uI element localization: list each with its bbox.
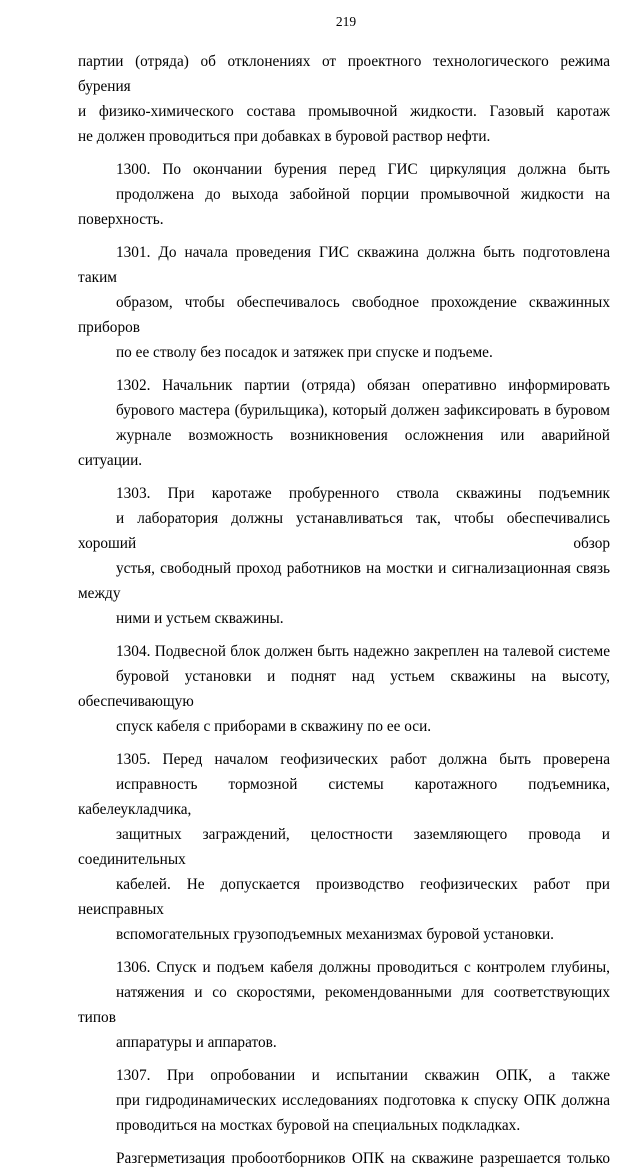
text-line: 1306. Спуск и подъем кабеля должны проводиться с контролем глубины, <box>116 959 610 976</box>
text-line: буровой установки и поднят над устьем скважины на высоту, обеспечивающую <box>78 668 610 710</box>
text-line: партии (отряда) об отклонениях от проектного технологического режима бурения <box>78 53 610 95</box>
document-body <box>78 49 610 1171</box>
text-line: 1300. По окончании бурения перед ГИС циркуляция должна быть <box>116 161 610 178</box>
text-line: проводиться на мостках буровой на специальных подкладках. <box>116 1117 521 1134</box>
text-line: Разгерметизация пробоотборников ОПК на скважине разрешается только <box>116 1150 610 1167</box>
paragraph-1302 <box>78 373 610 473</box>
paragraph-1301 <box>78 240 610 365</box>
paragraph-1306 <box>78 955 610 1055</box>
text-line: не должен проводиться при добавках в буровой раствор нефти. <box>78 128 491 145</box>
text-line: 1304. Подвесной блок должен быть надежно закреплен на талевой системе <box>116 643 610 660</box>
text-line: 1302. Начальник партии (отряда) обязан оперативно информировать <box>116 377 610 394</box>
text-line: журнале возможность возникновения осложнения или аварийной ситуации. <box>78 427 610 469</box>
paragraph-razgerm <box>78 1146 610 1171</box>
text-line: 1303. При каротаже пробуренного ствола скважины подъемник <box>116 485 610 502</box>
paragraph-1300 <box>78 157 610 232</box>
text-line: спуск кабеля с приборами в скважину по ее оси. <box>116 718 432 735</box>
paragraph-1307 <box>78 1063 610 1138</box>
text-line: натяжения и со скоростями, рекомендованными для соответствующих типов <box>78 984 610 1026</box>
paragraph-cont <box>78 49 610 149</box>
page-number: 219 <box>335 14 357 29</box>
text-line: и лаборатория должны устанавливаться так, чтобы обеспечивались хороший обзор <box>78 510 610 552</box>
paragraph-1305 <box>78 747 610 947</box>
text-line: продолжена до выхода забойной порции промывочной жидкости на поверхность. <box>78 186 610 228</box>
text-line: вспомогательных грузоподъемных механизмах буровой установки. <box>116 926 555 943</box>
text-line: при гидродинамических исследованиях подготовка к спуску ОПК должна <box>116 1092 610 1109</box>
text-line: исправность тормозной системы каротажного подъемника, кабелеукладчика, <box>78 776 610 818</box>
text-line: по ее стволу без посадок и затяжек при спуске и подъеме. <box>116 344 493 361</box>
text-line: 1307. При опробовании и испытании скважин ОПК, а также <box>116 1067 610 1084</box>
text-line: 1305. Перед началом геофизических работ должна быть проверена <box>116 751 610 768</box>
text-line: и физико-химического состава промывочной жидкости. Газовый каротаж <box>78 103 610 120</box>
text-line: аппаратуры и аппаратов. <box>116 1034 277 1051</box>
text-line: устья, свободный проход работников на мостки и сигнализационная связь между <box>78 560 610 602</box>
text-line: кабелей. Не допускается производство геофизических работ при неисправных <box>78 876 610 918</box>
text-line: 1301. До начала проведения ГИС скважина должна быть подготовлена таким <box>78 244 610 286</box>
text-line: защитных заграждений, целостности заземляющего провода и соединительных <box>78 826 610 868</box>
text-line: образом, чтобы обеспечивалось свободное прохождение скважинных приборов <box>78 294 610 336</box>
paragraph-1304 <box>78 639 610 739</box>
paragraph-1303 <box>78 481 610 631</box>
text-line: ними и устьем скважины. <box>116 610 284 627</box>
text-line: бурового мастера (бурильщика), который должен зафиксировать в буровом <box>116 402 610 419</box>
